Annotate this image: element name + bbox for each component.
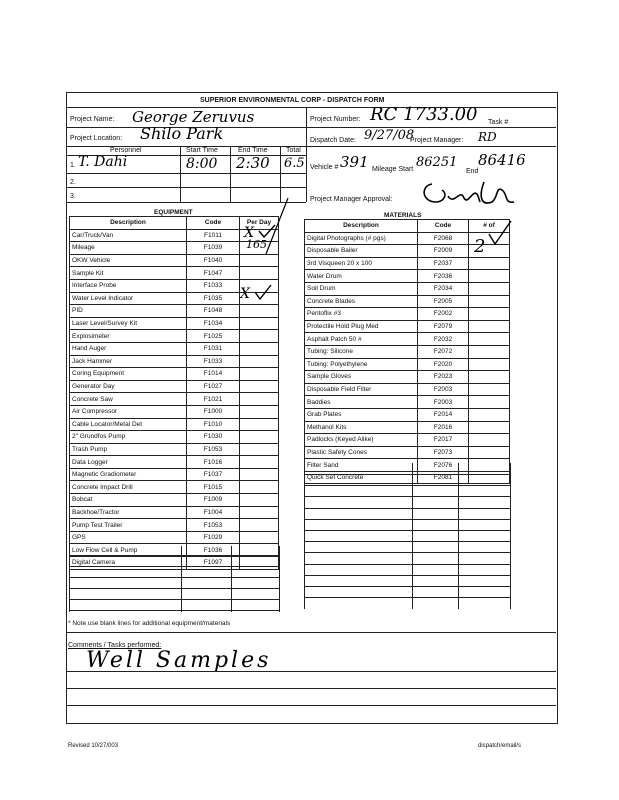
equipment-code: F1009 <box>187 494 240 507</box>
material-description: Filter Sand <box>305 459 418 472</box>
blank-line <box>304 530 510 531</box>
equip-mark-1: X <box>244 225 254 241</box>
material-code: F2009 <box>418 245 469 258</box>
equipment-description: Bobcat <box>70 494 187 507</box>
equipment-code: F1037 <box>187 468 240 481</box>
personnel-1-end: 2:30 <box>236 154 270 172</box>
equipment-row <box>70 405 279 418</box>
material-code: F2034 <box>418 282 469 295</box>
equipment-row <box>70 456 279 469</box>
project-name-label: Project Name: <box>70 116 115 123</box>
divider <box>66 187 306 188</box>
material-count <box>469 421 510 434</box>
material-count <box>469 459 510 472</box>
equipment-per-day <box>240 494 279 507</box>
equipment-code: F1025 <box>187 330 240 343</box>
material-description: Soil Drum <box>305 282 418 295</box>
equip-mark-2: 165 <box>246 238 267 251</box>
personnel-header: Personnel <box>110 147 142 154</box>
equipment-row <box>70 330 279 343</box>
divider <box>180 146 181 202</box>
materials-table <box>304 219 510 484</box>
personnel-1-name: T. Dahi <box>78 154 128 170</box>
materials-header-row <box>305 220 510 233</box>
equipment-code: F1029 <box>187 531 240 544</box>
material-description: Sample Gloves <box>305 371 418 384</box>
comment-line <box>66 671 556 672</box>
materials-row <box>305 282 510 295</box>
material-count <box>469 434 510 447</box>
equipment-description: Mileage <box>70 242 187 255</box>
equip-mark-3: X <box>240 286 250 302</box>
mileage-start-label: Mileage Start <box>372 166 414 173</box>
equipment-code: F1033 <box>187 279 240 292</box>
equipment-per-day <box>240 393 279 406</box>
equipment-per-day <box>240 519 279 532</box>
equipment-description: Sample Kit <box>70 267 187 280</box>
equipment-description: Pump Test Trailer <box>70 519 187 532</box>
equipment-row <box>70 418 279 431</box>
materials-row <box>305 358 510 371</box>
blank-line <box>304 597 510 598</box>
material-description: Protectile Hold Plug Med <box>305 320 418 333</box>
materials-row <box>305 270 510 283</box>
equipment-code: F1031 <box>187 342 240 355</box>
equipment-code: F1097 <box>187 557 240 570</box>
divider <box>280 146 281 202</box>
equipment-code: F1040 <box>187 254 240 267</box>
equipment-per-day <box>240 380 279 393</box>
material-code: F2023 <box>418 371 469 384</box>
equipment-description: Water Level Indicator <box>70 292 187 305</box>
blank-line <box>304 552 510 553</box>
equipment-table <box>69 216 279 570</box>
equipment-description: Air Compressor <box>70 405 187 418</box>
equipment-code: F1016 <box>187 456 240 469</box>
column-line <box>304 463 305 609</box>
blank-lines-note: * Note use blank lines for additional equipment/materials <box>68 620 231 627</box>
material-count <box>469 396 510 409</box>
equipment-description: Jack Hammer <box>70 355 187 368</box>
equipment-description: Coring Equipment <box>70 368 187 381</box>
material-code: F2072 <box>418 345 469 358</box>
equipment-row <box>70 267 279 280</box>
equipment-row <box>70 531 279 544</box>
signature <box>418 176 518 212</box>
comments-label: Comments / Tasks performed: <box>68 642 162 649</box>
equipment-per-day <box>240 431 279 444</box>
materials-row <box>305 434 510 447</box>
equipment-per-day <box>240 355 279 368</box>
divider <box>66 632 556 633</box>
equipment-code: F1015 <box>187 481 240 494</box>
comments-value: Well Samples <box>86 648 272 673</box>
blank-line <box>69 577 279 578</box>
vehicle-label: Vehicle # <box>310 164 339 171</box>
divider <box>306 146 307 202</box>
equipment-col-per-day: Per Day <box>240 217 279 230</box>
dispatch-date-value: 9/27/08 <box>364 128 415 143</box>
task-label: Task # <box>488 119 509 126</box>
material-count <box>469 371 510 384</box>
blank-line <box>304 485 510 486</box>
material-description: Methanol Kits <box>305 421 418 434</box>
material-code: F2037 <box>418 257 469 270</box>
blank-line <box>304 564 510 565</box>
equipment-code: F1027 <box>187 380 240 393</box>
equipment-row <box>70 317 279 330</box>
equipment-description: Backhoe/Tractor <box>70 506 187 519</box>
material-description: Concrete Blades <box>305 295 418 308</box>
equipment-code: F1036 <box>187 544 240 557</box>
column-line <box>510 463 511 609</box>
blank-line <box>304 496 510 497</box>
dispatch-date-label: Dispatch Date: <box>310 137 356 144</box>
material-code: F2068 <box>418 232 469 245</box>
equipment-code: F1000 <box>187 405 240 418</box>
checkmark-icon <box>254 284 272 300</box>
material-count <box>469 446 510 459</box>
equipment-row <box>70 254 279 267</box>
equipment-per-day <box>240 342 279 355</box>
form-title: SUPERIOR ENVIRONMENTAL CORP - DISPATCH FORM <box>200 97 385 104</box>
equipment-per-day <box>240 317 279 330</box>
equipment-code: F1034 <box>187 317 240 330</box>
material-description: Plastic Safety Cones <box>305 446 418 459</box>
equipment-description: Car/Truck/Van <box>70 229 187 242</box>
project-manager-label: Project Manager: <box>410 137 464 144</box>
equipment-header: EQUIPMENT <box>154 209 193 216</box>
materials-row <box>305 408 510 421</box>
material-count <box>469 345 510 358</box>
equipment-row <box>70 368 279 381</box>
materials-row <box>305 295 510 308</box>
equipment-code: F1030 <box>187 431 240 444</box>
revised-text: Revised 10/27/003 <box>68 743 119 749</box>
divider <box>230 146 231 202</box>
equipment-row <box>70 355 279 368</box>
equipment-code: F1035 <box>187 292 240 305</box>
material-count <box>469 358 510 371</box>
material-description: Tubing: Silicone <box>305 345 418 358</box>
personnel-1-total: 6.5 <box>284 156 305 171</box>
materials-row <box>305 421 510 434</box>
blank-line <box>304 474 510 475</box>
equipment-per-day <box>240 531 279 544</box>
total-header: Total <box>286 147 301 154</box>
file-text: dispatch/email/s <box>478 743 522 749</box>
materials-row <box>305 345 510 358</box>
equipment-description: Cable Locator/Metal Det <box>70 418 187 431</box>
material-code: F2079 <box>418 320 469 333</box>
material-description: Tubing: Polyethylene <box>305 358 418 371</box>
equipment-description: Hand Auger <box>70 342 187 355</box>
column-line <box>279 546 280 612</box>
equipment-row <box>70 519 279 532</box>
material-code: F2002 <box>418 308 469 321</box>
material-code: F2016 <box>418 421 469 434</box>
equipment-row <box>70 431 279 444</box>
materials-row <box>305 333 510 346</box>
materials-row <box>305 320 510 333</box>
equipment-per-day <box>240 305 279 318</box>
equipment-per-day <box>240 481 279 494</box>
equipment-description: Trash Pump <box>70 443 187 456</box>
equipment-per-day <box>240 368 279 381</box>
material-description: Baddies <box>305 396 418 409</box>
column-line <box>231 546 232 612</box>
equipment-row <box>70 494 279 507</box>
material-description: Padlocks (Keyed Alike) <box>305 434 418 447</box>
equipment-per-day <box>240 330 279 343</box>
equipment-description: Low Flow Cell & Pump <box>70 544 187 557</box>
material-count <box>469 257 510 270</box>
materials-row <box>305 257 510 270</box>
column-line <box>412 463 413 609</box>
equipment-row <box>70 557 279 570</box>
equipment-per-day <box>240 557 279 570</box>
equipment-description: Digital Camera <box>70 557 187 570</box>
equipment-description: Explosimeter <box>70 330 187 343</box>
vehicle-value: 391 <box>340 153 369 171</box>
equipment-description: Interface Probe <box>70 279 187 292</box>
mileage-end-value: 86416 <box>478 151 526 169</box>
material-mark-1: 2 <box>474 236 486 257</box>
equipment-description: Magnetic Gradiometer <box>70 468 187 481</box>
materials-col-code: Code <box>418 220 469 233</box>
blank-line <box>69 555 279 556</box>
divider <box>66 173 306 174</box>
project-location-label: Project Location: <box>70 135 123 142</box>
equipment-row <box>70 481 279 494</box>
blank-line <box>304 541 510 542</box>
personnel-row-3: 3. <box>70 193 76 200</box>
equipment-per-day <box>240 443 279 456</box>
equipment-code: F1048 <box>187 305 240 318</box>
materials-col-count: # of <box>469 220 510 233</box>
blank-line <box>69 566 279 567</box>
material-code: F2014 <box>418 408 469 421</box>
divider <box>306 107 307 147</box>
equipment-code: F1011 <box>187 229 240 242</box>
equipment-code: F1053 <box>187 443 240 456</box>
materials-row <box>305 446 510 459</box>
equipment-description: OKW Vehicle <box>70 254 187 267</box>
comment-line <box>66 688 556 689</box>
blank-line <box>69 610 279 611</box>
blank-line <box>69 588 279 589</box>
material-code: F2076 <box>418 459 469 472</box>
project-number-label: Project Number: <box>310 116 361 123</box>
equipment-per-day <box>240 267 279 280</box>
mileage-start-value: 86251 <box>416 155 458 170</box>
materials-row <box>305 459 510 472</box>
equipment-code: F1010 <box>187 418 240 431</box>
pm-approval-label: Project Manager Approval: <box>310 196 393 203</box>
mileage-end-label: End <box>466 168 479 175</box>
equipment-description: Laser Level/Survey Kit <box>70 317 187 330</box>
slash-mark <box>262 196 290 256</box>
material-code: F2081 <box>418 471 469 484</box>
blank-line <box>304 519 510 520</box>
project-number-value: RC 1733.00 <box>370 104 478 125</box>
checkmark-icon <box>488 220 512 246</box>
materials-row <box>305 371 510 384</box>
material-count <box>469 333 510 346</box>
material-description: 3rd Visqueen 20 x 100 <box>305 257 418 270</box>
column-line <box>69 546 70 612</box>
material-count <box>469 320 510 333</box>
material-description: Quick Set Concrete <box>305 471 418 484</box>
blank-line <box>304 575 510 576</box>
blank-line <box>69 599 279 600</box>
personnel-1-start: 8:00 <box>186 156 218 172</box>
equipment-code: F1039 <box>187 242 240 255</box>
material-code: F2073 <box>418 446 469 459</box>
equipment-code: F1004 <box>187 506 240 519</box>
equipment-row <box>70 468 279 481</box>
project-manager-value: RD <box>478 130 497 144</box>
material-code: F2005 <box>418 295 469 308</box>
equipment-description: Concrete Impact Drill <box>70 481 187 494</box>
material-description: Digital Photographs (# pgs) <box>305 232 418 245</box>
column-line <box>181 546 182 612</box>
equipment-col-code: Code <box>187 217 240 230</box>
blank-line <box>304 508 510 509</box>
material-count <box>469 270 510 283</box>
material-count <box>469 408 510 421</box>
project-name-value: George Zeruvus <box>132 108 255 126</box>
blank-line <box>304 586 510 587</box>
equipment-row <box>70 305 279 318</box>
materials-row <box>305 396 510 409</box>
equipment-per-day <box>240 468 279 481</box>
equipment-description: Concrete Saw <box>70 393 187 406</box>
material-description: Disposable Field Filter <box>305 383 418 396</box>
equipment-description: PID <box>70 305 187 318</box>
equipment-row <box>70 443 279 456</box>
equipment-per-day <box>240 506 279 519</box>
personnel-row-1: 1. <box>70 162 76 169</box>
material-description: Asphalt Patch 50 # <box>305 333 418 346</box>
equipment-row <box>70 380 279 393</box>
materials-row <box>305 308 510 321</box>
material-count <box>469 282 510 295</box>
equipment-code: F1014 <box>187 368 240 381</box>
material-count <box>469 383 510 396</box>
equipment-code: F1047 <box>187 267 240 280</box>
material-code: F2036 <box>418 270 469 283</box>
material-code: F2032 <box>418 333 469 346</box>
start-time-header: Start Time <box>186 147 218 154</box>
equipment-description: GPS <box>70 531 187 544</box>
column-line <box>458 463 459 609</box>
equipment-row <box>70 506 279 519</box>
comment-line <box>66 705 556 706</box>
materials-header: MATERIALS <box>384 212 422 219</box>
equipment-per-day <box>240 405 279 418</box>
material-code: F2020 <box>418 358 469 371</box>
material-code: F2017 <box>418 434 469 447</box>
equipment-per-day <box>240 456 279 469</box>
personnel-row-2: 2. <box>70 179 76 186</box>
end-time-header: End Time <box>238 147 268 154</box>
materials-row <box>305 383 510 396</box>
equipment-description: Generator Day <box>70 380 187 393</box>
equipment-col-description: Description <box>70 217 187 230</box>
equipment-row <box>70 393 279 406</box>
equipment-description: 2" Grundfos Pump <box>70 431 187 444</box>
equipment-code: F1021 <box>187 393 240 406</box>
material-code: F2003 <box>418 383 469 396</box>
material-description: Water Drum <box>305 270 418 283</box>
material-count <box>469 295 510 308</box>
materials-col-description: Description <box>305 220 418 233</box>
equipment-code: F1033 <box>187 355 240 368</box>
material-code: F2003 <box>418 396 469 409</box>
equipment-description: Data Logger <box>70 456 187 469</box>
material-description: Disposable Bailer <box>305 245 418 258</box>
equipment-row <box>70 342 279 355</box>
material-description: Grab Plates <box>305 408 418 421</box>
equipment-per-day <box>240 418 279 431</box>
material-count <box>469 308 510 321</box>
material-description: Pentoflix #3 <box>305 308 418 321</box>
equipment-code: F1053 <box>187 519 240 532</box>
project-location-value: Shilo Park <box>140 124 224 143</box>
equipment-per-day <box>240 254 279 267</box>
